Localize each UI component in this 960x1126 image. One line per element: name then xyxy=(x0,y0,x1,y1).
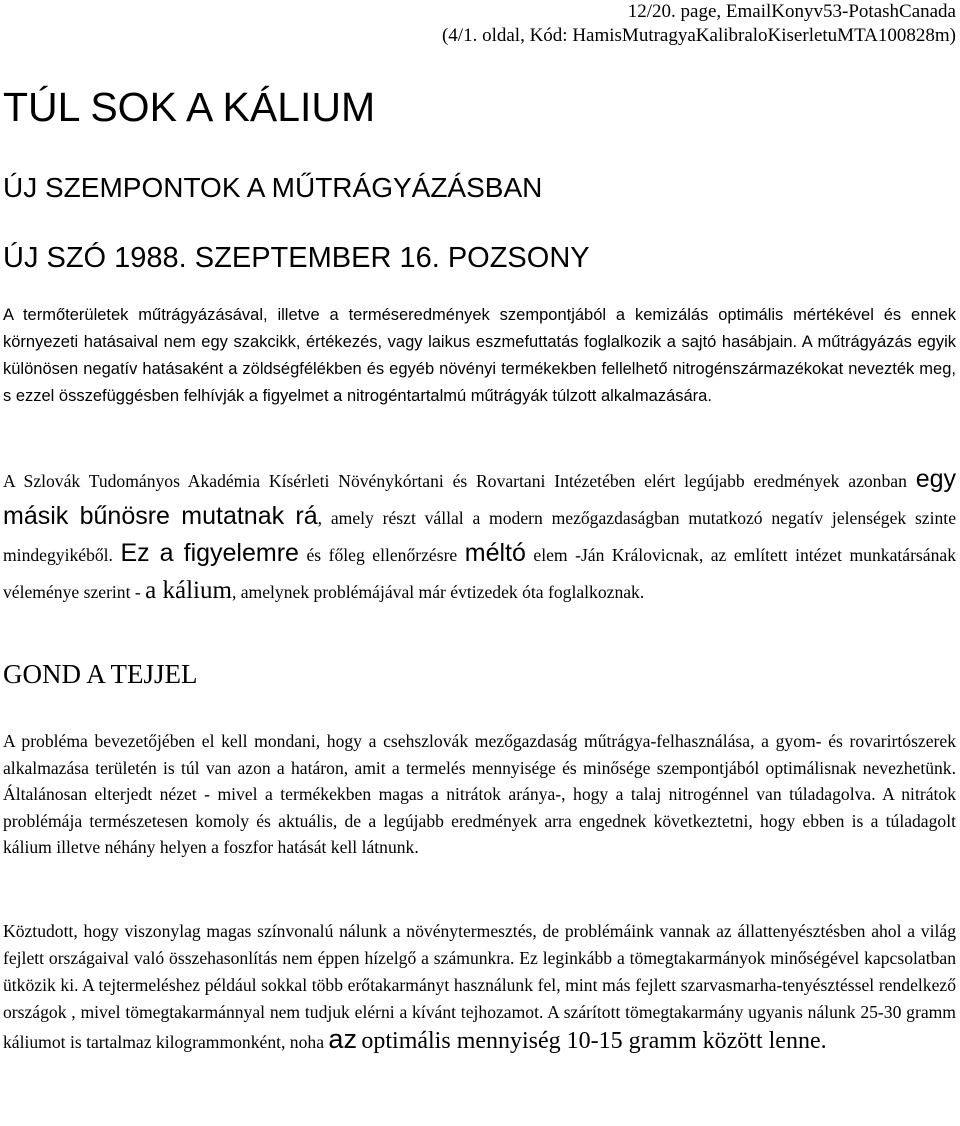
paragraph-problem: A probléma bevezetőjében el kell mondani, hogy a csehszlovák mezőgazdaság műtrágya-felhasználása, a gyom- és rovarirtószerek alkalmazása területén is túl van azon a határon, amit a termelés mennyisége és minősége szempontjából optimálisnak nevezhetünk. Általánosan elterjedt nézet - mivel a termékekben magas a nitrátok aránya-, hogy a talaj nitrogénnel van túladagolva. A nitrátok problémája természetesen komoly és aktuális, de a legújabb eredmények arra engednek következtetni, hogy ebben is a túladagolt kálium illetve néhány helyen a foszfor hatását kell látnunk. xyxy=(3,731,956,857)
paragraph-livestock-text: Köztudott, hogy viszonylag magas színvonalú nálunk a növénytermesztés, de problémáink vannak az állattenyésztésben ahol a világ fejlett országaival való összehasonlítás nem éppen hízelgő a számunkra. Ez leginkább a tömegtakarmányok minőségével kapcsolatban ütközik ki. A tejtermeléshez például sokkal több erőtakarmányt használunk fel, mint más fejlett szarvasmarha-tenyésztéssel rendelkező országok , mivel tömegtakarmánnyal nem tudjuk elérni a kívánt tejhozamot. A szárított tömegtakarmány ugyanis nálunk 25-30 gramm káliumot is tartalmaz kilogrammonként, noha xyxy=(3,921,956,1052)
paragraph-potassium-text-4: elem -Ján Královicnak, az említett intézet munkatársának véleménye szerint - xyxy=(3,545,956,602)
paragraph-potassium-text-5: , amelynek problémájával már évtizedek óta foglalkoznak. xyxy=(231,582,645,602)
paragraph-potassium-emphasis-3: méltó xyxy=(464,539,526,567)
paragraph-potassium-emphasis-1: egy másik bűnösre mutatnak rá xyxy=(3,465,956,530)
page-reference-header xyxy=(442,0,956,48)
page-reference-line-2: (4/1. oldal, Kód: HamisMutragyaKalibraloKiserletuMTA100828m) xyxy=(441,25,956,46)
paragraph-livestock xyxy=(3,918,956,1056)
paragraph-potassium-text-2: , amely részt vállal a modern mezőgazdaságban mutatkozó negatív jelenségek szinte mindegyikéből. xyxy=(3,508,956,565)
section-heading: GOND A TEJJEL xyxy=(3,659,198,689)
article-subtitle: ÚJ SZEMPONTOK A MŰTRÁGYÁZÁSBAN xyxy=(3,172,543,203)
paragraph-livestock-emphasis-2: optimális mennyiség 10-15 gramm között lenne. xyxy=(361,1028,827,1054)
paragraph-potassium-emphasis-4: a kálium xyxy=(145,577,232,604)
paragraph-potassium-emphasis-2: Ez a figyelemre xyxy=(120,539,299,567)
article-dateline: ÚJ SZÓ 1988. SZEPTEMBER 16. POZSONY xyxy=(3,242,590,274)
article-title: TÚL SOK A KÁLIUM xyxy=(3,84,376,130)
paragraph-livestock-emphasis-1: az xyxy=(328,1024,357,1054)
paragraph-intro: A termőterületek műtrágyázásával, illetve a terméseredmények szempontjából a kemizálás optimális mértékével és ennek környezeti hatásaival nem egy szakcikk, értékezés, vagy laikus eszmefuttatás foglalkozik a sajtó hasábjain. A műtrágyázás egyik különösen negatív hatásaként a zöldségfélékben és egyéb növényi termékekben fellelhető nitrogénszármazékokat nevezték meg, s ezzel összefüggésben felhívják a figyelmet a nitrogéntartalmú műtrágyák túlzott alkalmazására. xyxy=(3,306,956,405)
paragraph-potassium-text-1: A Szlovák Tudományos Akadémia Kísérleti Növénykórtani és Rovartani Intézetében elért legújabb eredmények azonban xyxy=(3,471,916,491)
paragraph-potassium xyxy=(3,462,956,610)
paragraph-potassium-text-3: és főleg ellenőrzésre xyxy=(298,545,465,565)
page-reference-line-1: 12/20. page, EmailKonyv53-PotashCanada xyxy=(627,1,956,22)
